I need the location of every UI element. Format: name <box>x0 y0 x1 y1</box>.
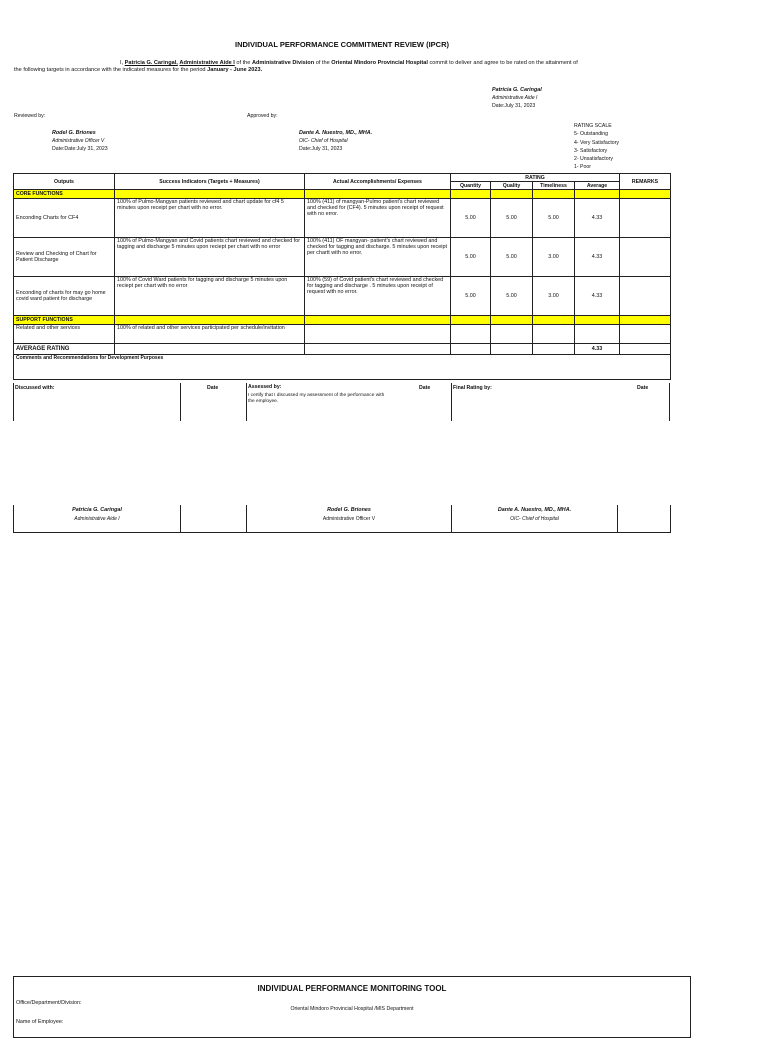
table-row <box>14 238 671 277</box>
approver-name: Dante A. Nuestro, MD., MHA. <box>299 130 373 136</box>
output-cell: Related and other services <box>14 325 115 344</box>
discussed-with-label: Discussed with: <box>15 385 55 391</box>
quality-cell: 5.00 <box>491 238 533 277</box>
comments-row <box>14 355 671 380</box>
rating-scale-item: 4- Very Satisfactory <box>574 139 619 146</box>
intro-name: Patricia G. Caringal, <box>124 60 178 66</box>
certify-statement: I certify that I discussed my assessment of the performance with the employee. <box>248 393 385 404</box>
rating-scale-item: 2- Unsatisfactory <box>574 156 613 163</box>
approver-position: OIC- Chief of Hospital <box>299 138 348 144</box>
rating-scale <box>574 122 619 172</box>
header-actual-accomplishments: Actual Accomplishments/ Expenses <box>305 174 451 190</box>
signatory-position: Administrative Aide I <box>74 516 120 522</box>
indicator-cell: 100% of Covid Ward patients for tagging and discharge 5 minutes upon reciept per chart with no error <box>115 277 305 316</box>
intro-of-the: of the <box>236 60 251 66</box>
intro-i: I, <box>120 60 124 66</box>
intro-division: Administrative Division <box>251 60 315 66</box>
average-cell: 4.33 <box>575 277 620 316</box>
reviewed-by-block <box>52 129 108 153</box>
monitoring-tool-section <box>13 976 691 1038</box>
header-average: Average <box>575 182 620 190</box>
signatory-name: Rodel G. Briones <box>327 507 371 513</box>
ratee-name: Patricia G. Caringal <box>492 87 542 93</box>
output-cell: Enconding Charts for CF4 <box>14 199 115 238</box>
ipcr-table <box>13 173 671 380</box>
timeliness-cell: 5.00 <box>533 199 575 238</box>
intro-of-the-2: of the <box>315 60 330 66</box>
signature-cell <box>452 505 618 533</box>
header-quality: Quality <box>491 182 533 190</box>
support-functions-row <box>14 316 671 325</box>
ratee-date: Date:July 31, 2023 <box>492 103 536 109</box>
ratee-position: Administrative Aide I <box>492 95 538 101</box>
quality-cell: 5.00 <box>491 199 533 238</box>
signatory-position: Administrative Officer V <box>322 516 376 522</box>
rating-scale-title: RATING SCALE <box>574 123 612 129</box>
intro-period: January - June 2023. <box>207 66 263 73</box>
average-rating-value: 4.33 <box>575 344 620 355</box>
actual-cell: 100% (411) OF mangyan- patient's chart reviewed and checked for tagging and discharge. 5 minutes upon receipt per chartt with no error. <box>305 238 451 277</box>
comments-label: Comments and Recommendations for Development Purposes <box>14 355 671 380</box>
indicator-cell: 100% of Pulmo-Mangyan patients reviewed and chart update for cf4 5 minutes upon receipt per chart with no error. <box>115 199 305 238</box>
support-functions-label: SUPPORT FUNCTIONS <box>14 316 115 325</box>
signatory-position: OIC- Chief of Hospital <box>510 516 559 522</box>
intro-line2: the following targets in accordance with the indicated measures for the period <box>14 66 206 73</box>
header-success-indicators: Success Indicators (Targets + Measures) <box>115 174 305 190</box>
table-row <box>14 199 671 238</box>
header-timeliness: Timeliness <box>533 182 575 190</box>
assessed-date-label: Date <box>419 385 431 391</box>
reviewer-position: Administrative Officer V <box>52 138 105 144</box>
indicator-cell: 100% of Pulmo-Mangyan and Covid patients chart reviewed and checked for tagging and discharge 5 minutes upon reciept per chart with no error <box>115 238 305 277</box>
monitoring-tool-title: INDIVIDUAL PERFORMANCE MONITORING TOOL <box>257 984 447 993</box>
commitment-statement <box>14 60 674 73</box>
employee-label: Name of Employee: <box>16 1019 64 1025</box>
quantity-cell: 5.00 <box>451 238 491 277</box>
header-quantity: Quantity <box>451 182 491 190</box>
intro-commit: commit to deliver and agree to be rated on the attainment of <box>429 60 578 66</box>
table-row <box>14 325 671 344</box>
rating-scale-item: 5- Outstanding <box>574 131 609 138</box>
average-rating-label: AVERAGE RATING <box>14 344 115 355</box>
reviewer-date: Date:Date:July 31, 2023 <box>52 146 108 152</box>
quantity-cell: 5.00 <box>451 277 491 316</box>
timeliness-cell: 3.00 <box>533 238 575 277</box>
core-functions-label: CORE FUNCTIONS <box>14 190 115 199</box>
timeliness-cell: 3.00 <box>533 277 575 316</box>
signatory-name: Patricia G. Caringal <box>72 507 122 513</box>
output-cell: Review and Checking of Chart for Patient Discharge <box>14 238 115 277</box>
actual-cell: 100% (411) of mangyan-Pulmo patient's chart reviewed and checked for (CF4). 5 minutes upon receipt of request with no error. <box>305 199 451 238</box>
ratee-signature-block <box>492 86 542 110</box>
remarks-cell <box>620 199 671 238</box>
reviewed-by-label: Reviewed by: <box>14 113 46 119</box>
office-value: Oriental Mindoro Provincial Hospital /MIS Department <box>290 1006 414 1012</box>
final-rating-label: Final Rating by: <box>453 385 492 391</box>
indicator-cell: 100% of related and other services participated per schedule/invitation <box>115 325 305 344</box>
final-date-label: Date <box>637 385 649 391</box>
reviewer-name: Rodel G. Briones <box>52 130 96 136</box>
signatory-name: Dante A. Nuestro, MD., MHA. <box>497 507 572 513</box>
document-title: INDIVIDUAL PERFORMANCE COMMITMENT REVIEW (IPCR) <box>234 40 450 49</box>
quality-cell: 5.00 <box>491 277 533 316</box>
header-outputs: Outputs <box>14 174 115 190</box>
remarks-cell <box>620 238 671 277</box>
header-rating: RATING <box>451 174 620 182</box>
table-row <box>14 277 671 316</box>
average-cell: 4.33 <box>575 238 620 277</box>
core-functions-row <box>14 190 671 199</box>
average-cell: 4.33 <box>575 199 620 238</box>
discussed-date-label: Date <box>207 385 219 391</box>
remarks-cell <box>620 277 671 316</box>
average-rating-row <box>14 344 671 355</box>
office-label: Office/Department/Division: <box>16 1000 82 1006</box>
actual-cell: 100% (59) of Covid patient's chart reviewed and checked for tagging and discharge . 5 minutes upon receipt of request with no error. <box>305 277 451 316</box>
approver-date: Date:July 31, 2023 <box>299 146 343 152</box>
quantity-cell: 5.00 <box>451 199 491 238</box>
assessed-by-label: Assessed by: <box>248 384 282 390</box>
approved-by-block <box>299 129 372 153</box>
rating-scale-item: 1- Poor <box>574 164 592 171</box>
output-cell: Enconding of charts for may go home covid ward patient for discharge <box>14 277 115 316</box>
signature-cell <box>14 505 181 533</box>
signature-table <box>13 505 671 533</box>
assessment-section <box>13 383 670 421</box>
approved-by-label: Approved by: <box>247 113 278 119</box>
signature-cell <box>247 505 452 533</box>
intro-hospital: Oriental Mindoro Provincial Hospital <box>331 60 428 66</box>
header-remarks: REMARKS <box>620 174 671 190</box>
intro-position: Administrative Aide I <box>179 60 235 66</box>
rating-scale-item: 3- Satisfactory <box>574 147 608 154</box>
